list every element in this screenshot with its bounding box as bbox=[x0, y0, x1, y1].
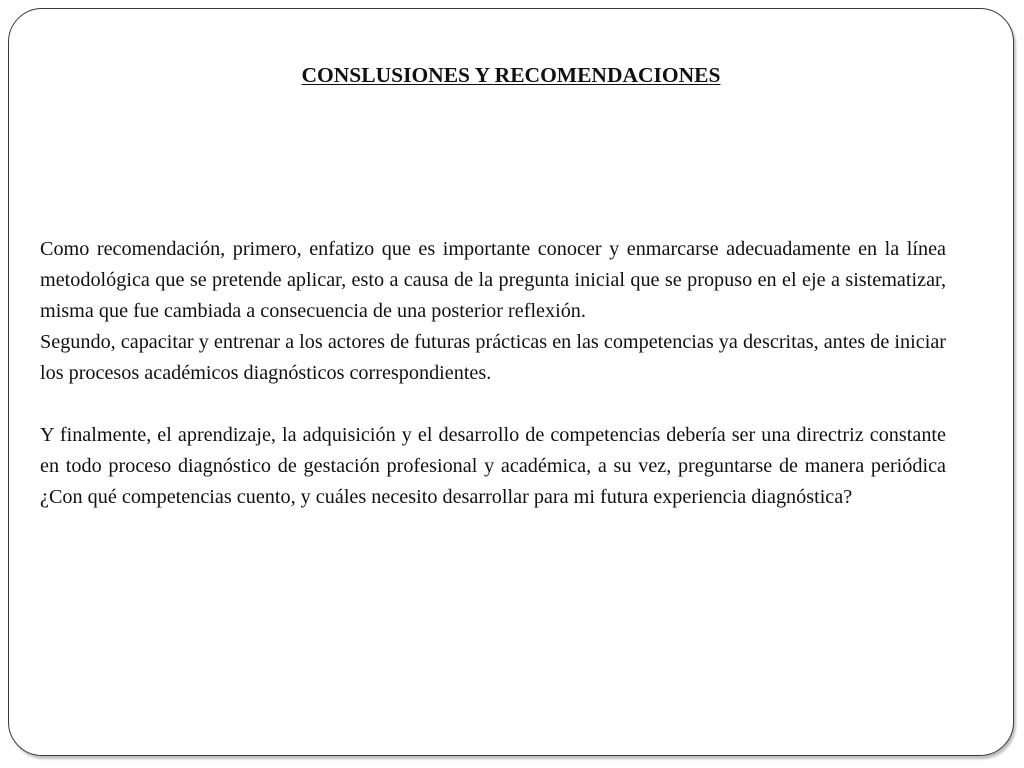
slide-frame bbox=[8, 8, 1014, 756]
paragraph-segundo: Segundo, capacitar y entrenar a los actores de futuras prácticas en las competencias ya descritas, antes de iniciar los procesos académicos diagnósticos correspondientes. bbox=[40, 331, 946, 384]
slide-title: CONSLUSIONES Y RECOMENDACIONES bbox=[301, 63, 721, 87]
slide-body bbox=[40, 234, 946, 513]
paragraph-recomendacion-primero: Como recomendación, primero, enfatizo que es importante conocer y enmarcarse adecuadamente en la línea metodológica que se pretende aplicar, esto a causa de la pregunta inicial que se propuso en el eje a sistematizar, misma que fue cambiada a consecuencia de una posterior reflexión. bbox=[40, 238, 946, 322]
paragraph-finalmente: Y finalmente, el aprendizaje, la adquisición y el desarrollo de competencias debería ser una directriz constante en todo proceso diagnóstico de gestación profesional y académica, a su vez, preguntarse de manera periódica ¿Con qué competencias cuento, y cuáles necesito desarrollar para mi futura experiencia diagnóstica? bbox=[40, 424, 946, 508]
